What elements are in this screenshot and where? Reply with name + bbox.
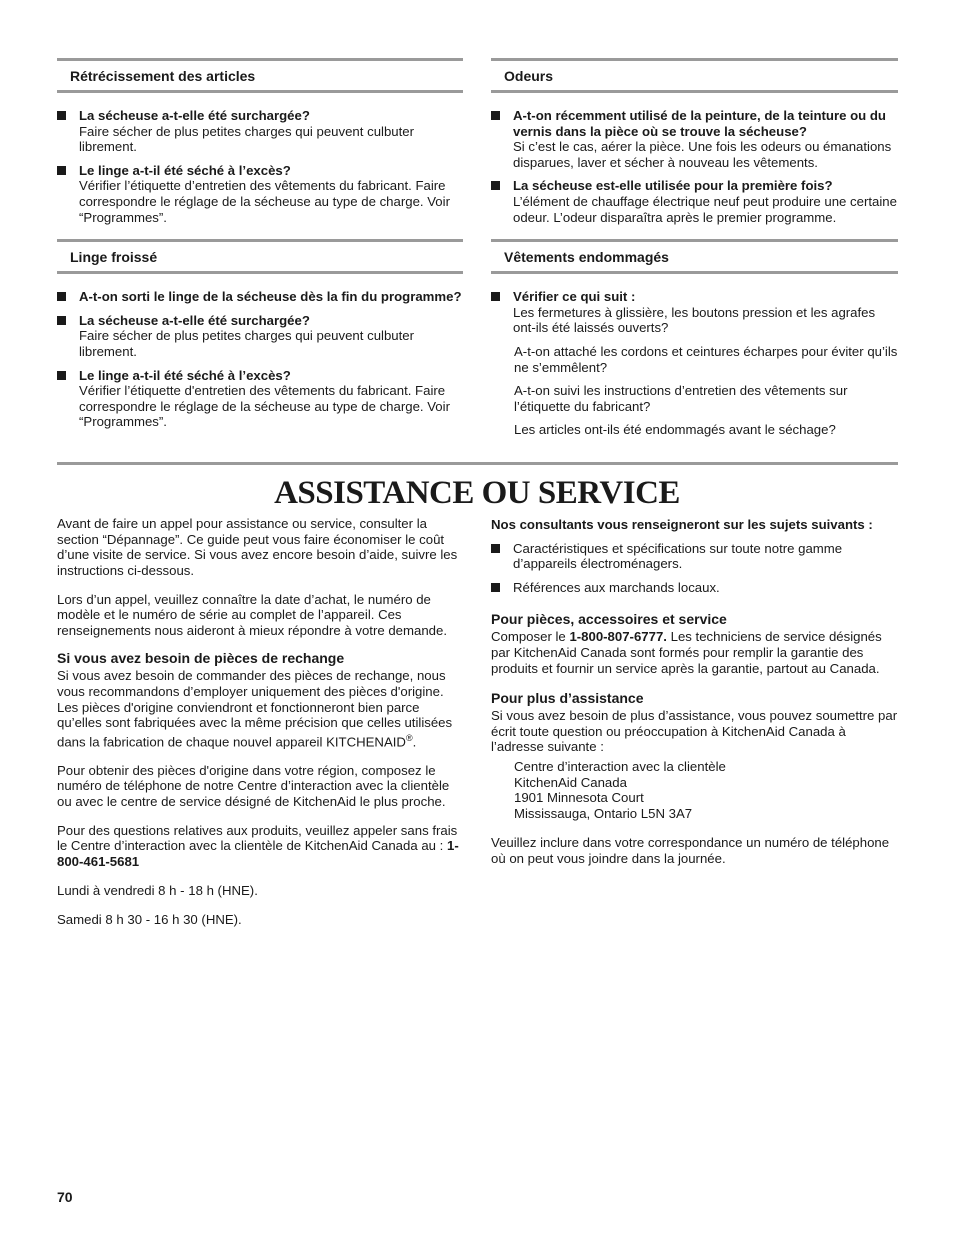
service-phone: 1-800-807-6777. [569,629,667,645]
list-item [491,541,898,572]
service-heading: Pour pièces, accessoires et service [491,611,727,628]
service-paragraph [491,629,898,676]
question: La sécheuse a-t-elle été surchargée? [79,312,310,328]
bullet-square-icon [57,166,66,175]
address-line: Centre d’interaction avec la clientèle [514,758,726,774]
right-top-column [491,58,898,446]
list-item [57,108,463,155]
section-heading-damaged: Vêtements endommagés [491,239,898,274]
damage-check-item: A-t-on attaché les cordons et ceintures écharpes pour éviter qu’ils ne s’emmêlent? [514,343,898,375]
list-item [491,289,898,336]
bullet-square-icon [491,544,500,553]
section-heading-odors: Odeurs [491,58,898,93]
product-questions-paragraph [57,823,463,870]
parts-region-paragraph: Pour obtenir des pièces d'origine dans votre région, composez le numéro de téléphone de notre Centre d’interaction avec la clientèle ou avec le centre de service désigné de KitchenAid le plus proche. [57,762,450,810]
product-questions-text: Pour des questions relatives aux produits, veuillez appeler sans frais le Centre d’interaction avec la clientèle de KitchenAid Canada au : [57,822,458,854]
question: Le linge a-t-il été séché à l’excès? [79,367,291,383]
left-bottom-column [57,516,463,935]
page-title: ASSISTANCE OU SERVICE [274,475,680,511]
parts-period: . [412,734,417,750]
call-info-paragraph: Lors d’un appel, veuillez connaître la date d’achat, le numéro de modèle et le numéro de série au complet de l’appareil. Ces renseignements nous aideront à mieux répondre à votre demande. [57,591,448,638]
answer: Les fermetures à glissière, les boutons pression et les agrafes ont-ils été laissés ouverts? [513,304,876,336]
address-line: 1901 Minnesota Court [514,790,644,806]
damage-check-item: A-t-on suivi les instructions d’entretien des vêtements sur l’étiquette du fabricant? [514,383,848,414]
intro-paragraph: Avant de faire un appel pour assistance ou service, consulter la section “Dépannage”. Ce guide peut vous faire économiser le coût d’une visite de service. Si vous avez encore besoin d’aide, suivre les instructions ci-dessous. [57,516,458,578]
registered-mark: ® [405,732,413,743]
page-number: 70 [57,1189,73,1205]
consultants-intro: Nos consultants vous renseigneront sur les sujets suivants : [491,517,873,532]
address-line: Mississauga, Ontario L5N 3A7 [514,805,693,821]
section-divider [57,462,898,465]
topic-text: Références aux marchands locaux. [513,579,720,595]
answer: Vérifier l’étiquette d'entretien des vêtements du fabricant. Faire correspondre le réglage de la sécheuse au type de charge. Voir “Programmes”. [79,383,450,430]
parts-heading: Si vous avez besoin de pièces de rechange [57,650,345,667]
answer: Faire sécher de plus petites charges qui peuvent culbuter librement. [79,328,415,359]
mailing-address [491,759,898,821]
hours-saturday: Samedi 8 h 30 - 16 h 30 (HNE). [57,911,242,927]
question: Le linge a-t-il été séché à l’excès? [79,162,291,178]
customer-phone: 1-800-461-5681 [57,838,459,870]
assistance-paragraph: Si vous avez besoin de plus d’assistance, vous pouvez soumettre par écrit toute question ou préoccupation à KitchenAid Canada à l’adresse suivante : [491,708,898,755]
topic-text: Caractéristiques et spécifications sur toute notre gamme d’appareils électroménagers. [513,540,843,572]
question: A-t-on récemment utilisé de la peinture, de la teinture ou du vernis dans la pièce où se trouve la sécheuse? [513,108,886,139]
question: La sécheuse est-elle utilisée pour la première fois? [513,178,833,194]
service-text-post: Les techniciens de service désignés par KitchenAid Canada sont formés pour remplir la garantie des produits et fournir un service après la garantie, partout au Canada. [491,629,882,676]
list-item [491,178,898,225]
parts-paragraph [57,668,463,749]
phone-request-paragraph: Veuillez inclure dans votre correspondance un numéro de téléphone où on peut vous joindre dans la journée. [491,835,890,866]
bullet-square-icon [491,111,500,120]
section-heading-wrinkled: Linge froissé [57,239,463,274]
bullet-square-icon [57,292,66,301]
bullet-square-icon [57,111,66,120]
address-line: KitchenAid Canada [514,774,627,790]
bullet-square-icon [491,583,500,592]
assistance-heading: Pour plus d’assistance [491,690,644,707]
left-top-column [57,58,463,438]
list-item [57,368,463,430]
bullet-square-icon [57,371,66,380]
question: A-t-on sorti le linge de la sécheuse dès la fin du programme? [79,289,462,305]
answer: Faire sécher de plus petites charges qui peuvent culbuter librement. [79,123,415,155]
bullet-square-icon [57,316,66,325]
question: La sécheuse a-t-elle été surchargée? [79,108,310,123]
list-item [57,313,463,360]
list-item [491,108,898,170]
right-bottom-column [491,517,898,875]
answer: Si c’est le cas, aérer la pièce. Une fois les odeurs ou émanations disparues, laver et sécher à nouveau les vêtements. [513,139,892,170]
bullet-square-icon [491,292,500,301]
answer: Vérifier l’étiquette d’entretien des vêtements du fabricant. Faire correspondre le réglage de la sécheuse au type de charge. Voir “Programmes”. [79,178,450,225]
service-text-pre: Composer le [491,629,570,645]
hours-weekday: Lundi à vendredi 8 h - 18 h (HNE). [57,882,258,898]
bullet-square-icon [491,181,500,190]
answer: L’élément de chauffage électrique neuf peut produire une certaine odeur. L’odeur disparaîtra après le premier programme. [513,193,897,225]
section-heading-shrinkage: Rétrécissement des articles [57,58,463,93]
list-item [57,163,463,225]
list-item [57,289,463,305]
list-item [491,580,898,596]
damage-check-item: Les articles ont-ils été endommagés avant le séchage? [514,422,836,438]
question: Vérifier ce qui suit : [513,289,636,305]
parts-text: Si vous avez besoin de commander des pièces de rechange, nous vous recommandons d’employer uniquement des pièces d'origine. Les pièces d'origine conviendront et fonctionneront bien parce qu’elles sont fabriquées avec la même précision que celles utilisées dans la fabrication de chaque nouvel appareil KITCHENAID [57,668,453,750]
